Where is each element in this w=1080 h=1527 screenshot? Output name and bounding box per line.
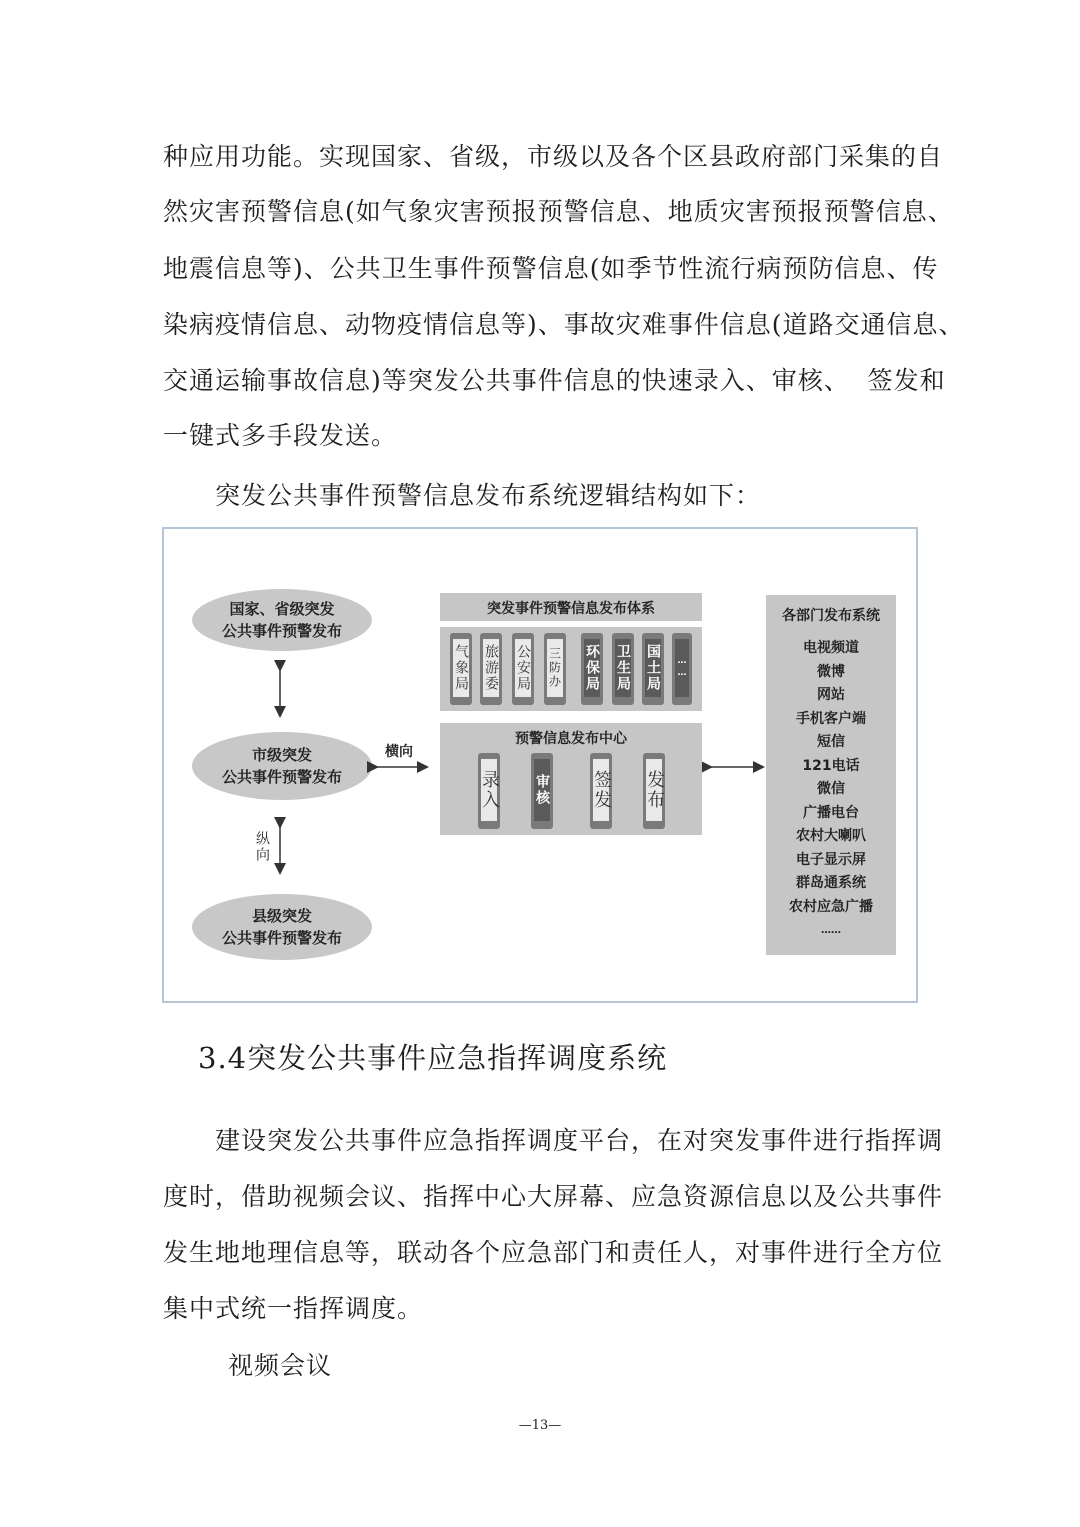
logic-structure-diagram	[162, 527, 918, 1003]
release-system-item: 短信	[817, 734, 845, 750]
release-system-item: 网站	[817, 687, 845, 703]
national-provincial-node: 国家、省级突发 公共事件预警发布	[192, 589, 372, 651]
release-system-item: 微信	[817, 781, 845, 797]
release-system-item: 群岛通系统	[796, 875, 866, 891]
horizontal-label: 横向	[385, 744, 413, 760]
workflow-step: 发布	[643, 753, 665, 829]
city-node: 市级突发 公共事件预警发布	[192, 732, 372, 800]
paragraph-line: 染病疫情信息、动物疫情信息等)、事故灾难事件信息(道路交通信息、	[163, 310, 965, 339]
release-system-item: 农村应急广播	[789, 898, 873, 915]
system-panel	[440, 627, 702, 711]
paragraph-line: 发生地地理信息等，联动各个应急部门和责任人，对事件进行全方位	[163, 1238, 944, 1267]
workflow-step: 签发	[590, 753, 612, 829]
workflow-step: 审核	[531, 753, 553, 829]
page-number: —13—	[518, 1418, 562, 1433]
release-system-item: 广播电台	[803, 804, 859, 821]
workflow-step: 录入	[478, 753, 500, 829]
figure-caption: 突发公共事件预警信息发布系统逻辑结构如下：	[215, 481, 762, 510]
release-center-panel	[440, 723, 702, 835]
subheading: 视频会议	[228, 1351, 333, 1380]
release-systems-list	[766, 637, 896, 943]
department-column: 三防办	[544, 633, 566, 705]
system-panel-title-bar	[440, 593, 702, 621]
release-system-item: 电视频道	[803, 640, 859, 656]
department-release-systems-panel	[766, 595, 896, 955]
paragraph-line: 然灾害预警信息(如气象灾害预报预警信息、地质灾害预报预警信息、	[163, 197, 954, 226]
department-column: ……	[672, 633, 692, 705]
paragraph-line: 种应用功能。实现国家、省级，市级以及各个区县政府部门采集的自	[163, 142, 944, 171]
release-system-item: 微博	[817, 663, 845, 680]
release-system-item: 手机客户端	[796, 710, 866, 727]
department-column: 卫生局	[612, 633, 634, 705]
department-column: 国土局	[642, 633, 664, 705]
paragraph-line: 集中式统一指挥调度。	[163, 1294, 424, 1323]
section-heading: 3.4突发公共事件应急指挥调度系统	[198, 1041, 668, 1075]
release-system-item: 121电话	[802, 757, 860, 774]
department-column: 环保局	[581, 633, 603, 705]
release-system-item: ……	[821, 925, 841, 936]
system-panel-title: 突发事件预警信息发布体系	[487, 601, 655, 617]
vertical-label: 纵向	[254, 831, 270, 863]
paragraph-line: 交通运输事故信息)等突发公共事件信息的快速录入、审核、 签发和	[163, 366, 946, 395]
department-column: 公安局	[512, 633, 534, 705]
department-column: 旅游委	[480, 633, 502, 705]
release-system-item: 电子显示屏	[796, 851, 866, 868]
release-systems-title: 各部门发布系统	[782, 608, 880, 624]
paragraph-line: 建设突发公共事件应急指挥调度平台，在对突发事件进行指挥调	[215, 1126, 944, 1155]
paragraph-line: 度时，借助视频会议、指挥中心大屏幕、应急资源信息以及公共事件	[163, 1182, 944, 1211]
release-system-item: 农村大喇叭	[796, 828, 866, 844]
paragraph-line: 一键式多手段发送。	[163, 421, 398, 450]
paragraph-line: 地震信息等)、公共卫生事件预警信息(如季节性流行病预防信息、传	[163, 254, 939, 283]
release-center-title: 预警信息发布中心	[515, 731, 627, 747]
department-column: 气象局	[450, 633, 472, 705]
county-node: 县级突发 公共事件预警发布	[192, 894, 372, 960]
